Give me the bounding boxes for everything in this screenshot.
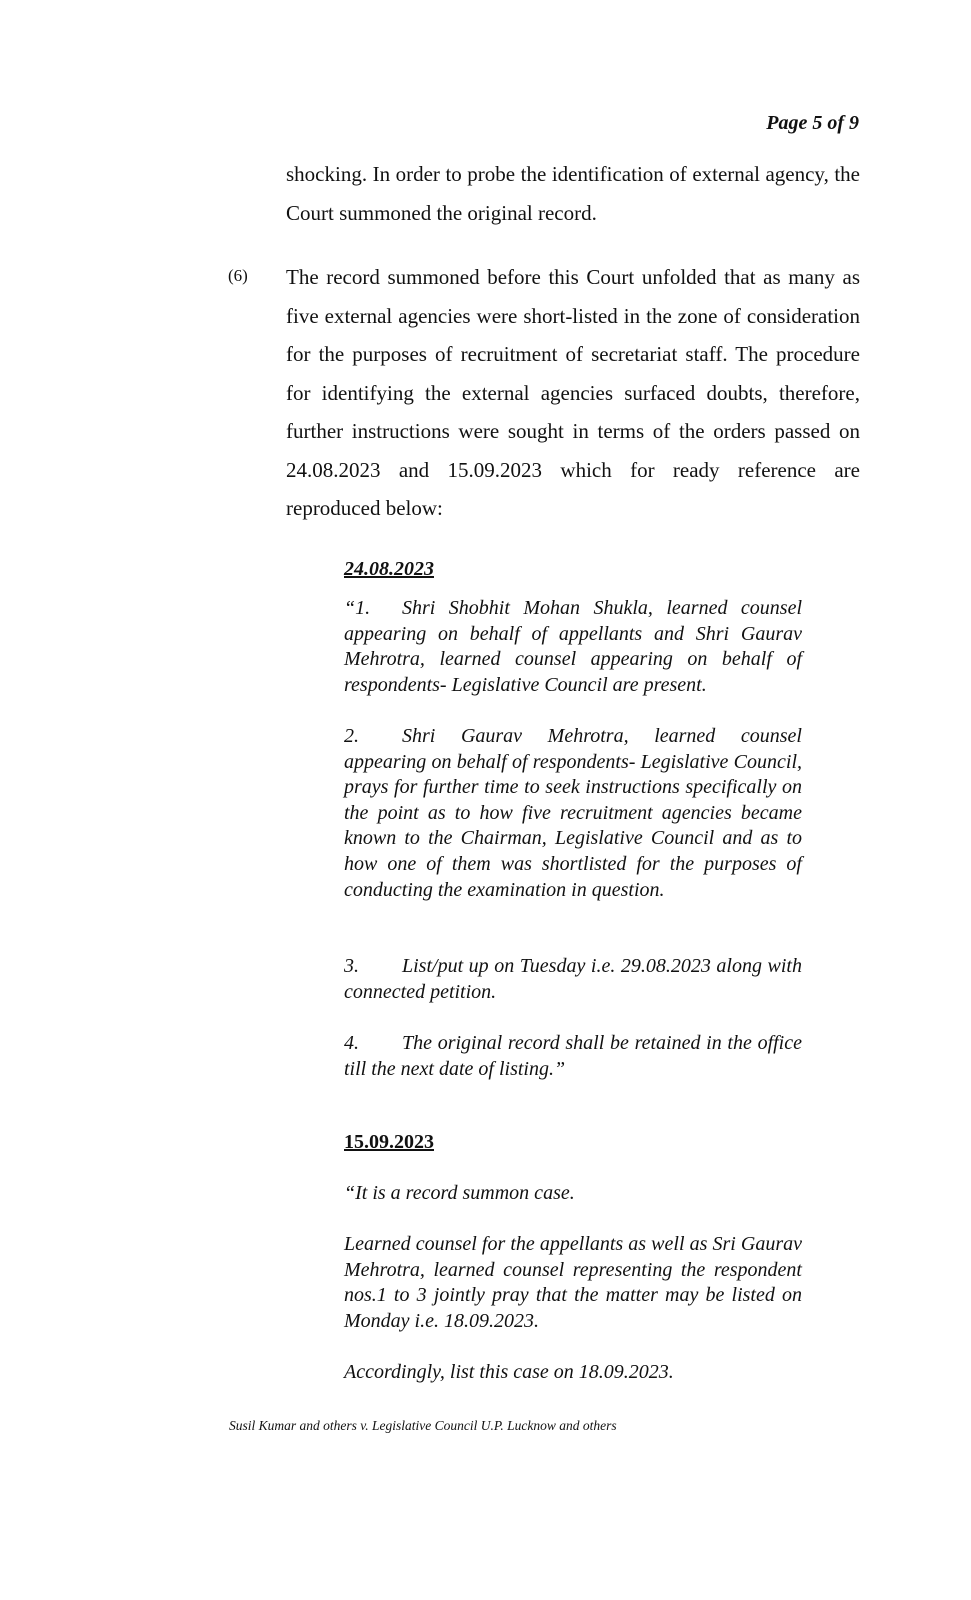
order-item-text: Shri Gaurav Mehrotra, learned counsel appearing on behalf of respondents- Legislative Council, prays for further time to seek instructions specifically on the point as to how five recruitment agencies became known to the Chairman, Legislative Council and as to how one of them was shortlisted for the purposes of conducting the examination in question. bbox=[344, 725, 802, 901]
order-item-number: 2. bbox=[344, 725, 359, 747]
order-item bbox=[344, 1181, 802, 1207]
order-item bbox=[344, 724, 802, 903]
order-item bbox=[344, 596, 802, 698]
footer-case-title: Susil Kumar and others v. Legislative Council U.P. Lucknow and others bbox=[229, 1418, 617, 1433]
order-item-number: 4. bbox=[344, 1032, 359, 1054]
order-item-number: 3. bbox=[344, 955, 359, 977]
order-item bbox=[344, 1360, 802, 1386]
order-item-number: “1. bbox=[344, 597, 371, 619]
order-item-text: Shri Shobhit Mohan Shukla, learned counsel appearing on behalf of appellants and Shri Gaurav Mehrotra, learned counsel appearing on behalf of respondents- Legislative Council are present. bbox=[344, 597, 802, 696]
order-item bbox=[344, 1031, 802, 1082]
order-item-text: “It is a record summon case. bbox=[344, 1182, 575, 1204]
page-number: Page 5 of 9 bbox=[766, 112, 859, 134]
paragraph-6: The record summoned before this Court unfolded that as many as five external agencies were short-listed in the zone of consideration for the purposes of recruitment of secretariat staff. The procedure for identifying the external agencies surfaced doubts, therefore, further instructions were sought in terms of the orders passed on 24.08.2023 and 15.09.2023 which for ready reference are reproduced below: bbox=[286, 265, 860, 520]
order-item-text: List/put up on Tuesday i.e. 29.08.2023 along with connected petition. bbox=[344, 955, 802, 1003]
paragraph-continuation: shocking. In order to probe the identification of external agency, the Court summoned the original record. bbox=[286, 162, 860, 225]
order-item bbox=[344, 954, 802, 1005]
paragraph-number: (6) bbox=[228, 266, 248, 285]
order-date-heading: 15.09.2023 bbox=[344, 1131, 434, 1153]
order-item-text: Accordingly, list this case on 18.09.2023. bbox=[344, 1361, 674, 1383]
order-item-text: The original record shall be retained in the office till the next date of listing.” bbox=[344, 1032, 802, 1080]
order-item-text: Learned counsel for the appellants as well as Sri Gaurav Mehrotra, learned counsel representing the respondent nos.1 to 3 jointly pray that the matter may be listed on Monday i.e. 18.09.2023. bbox=[344, 1233, 802, 1332]
order-item bbox=[344, 1232, 802, 1334]
order-date-heading: 24.08.2023 bbox=[344, 558, 434, 580]
